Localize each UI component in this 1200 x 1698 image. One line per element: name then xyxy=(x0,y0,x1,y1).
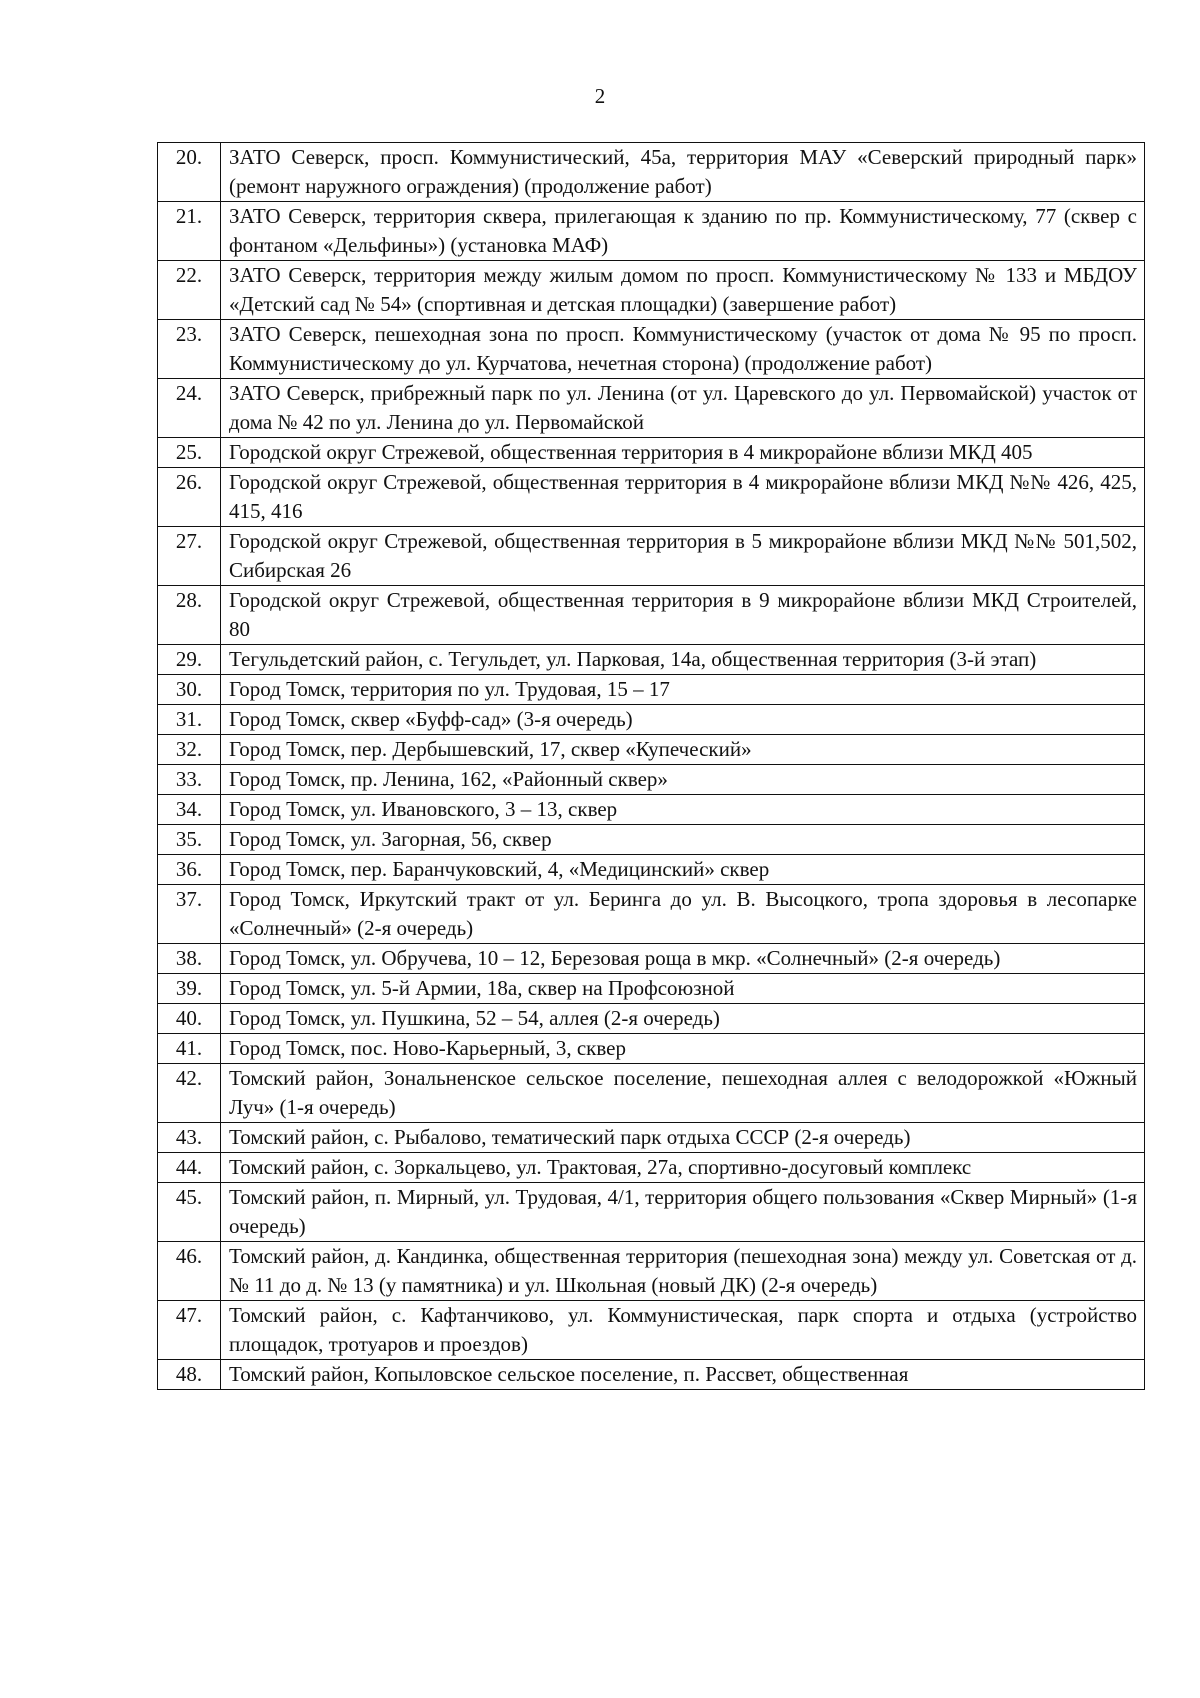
table-row xyxy=(158,735,1145,765)
row-description: Томский район, п. Мирный, ул. Трудовая, 4/1, территория общего пользования «Сквер Мирный» (1-я очередь) xyxy=(221,1183,1145,1242)
table-row xyxy=(158,438,1145,468)
row-number: 38. xyxy=(158,944,221,974)
row-number: 24. xyxy=(158,379,221,438)
table-row xyxy=(158,1034,1145,1064)
table-row xyxy=(158,527,1145,586)
row-description: Городской округ Стрежевой, общественная территория в 4 микрорайоне вблизи МКД №№ 426, 425, 415, 416 xyxy=(221,468,1145,527)
row-number: 34. xyxy=(158,795,221,825)
row-description: Томский район, с. Кафтанчиково, ул. Коммунистическая, парк спорта и отдыха (устройство площадок, тротуаров и проездов) xyxy=(221,1301,1145,1360)
row-number: 47. xyxy=(158,1301,221,1360)
table-row xyxy=(158,705,1145,735)
table-row xyxy=(158,885,1145,944)
row-description: Город Томск, ул. Загорная, 56, сквер xyxy=(221,825,1145,855)
row-description: Томский район, с. Зоркальцево, ул. Трактовая, 27а, спортивно-досуговый комплекс xyxy=(221,1153,1145,1183)
table-row xyxy=(158,974,1145,1004)
row-description: Город Томск, пер. Дербышевский, 17, сквер «Купеческий» xyxy=(221,735,1145,765)
row-number: 33. xyxy=(158,765,221,795)
row-number: 40. xyxy=(158,1004,221,1034)
row-description: Городской округ Стрежевой, общественная территория в 9 микрорайоне вблизи МКД Строителей, 80 xyxy=(221,586,1145,645)
row-number: 27. xyxy=(158,527,221,586)
table-row xyxy=(158,202,1145,261)
row-number: 22. xyxy=(158,261,221,320)
row-number: 42. xyxy=(158,1064,221,1123)
table-row xyxy=(158,1183,1145,1242)
row-description: Городской округ Стрежевой, общественная территория в 5 микрорайоне вблизи МКД №№ 501,502, Сибирская 26 xyxy=(221,527,1145,586)
row-description: Город Томск, территория по ул. Трудовая, 15 – 17 xyxy=(221,675,1145,705)
row-description: ЗАТО Северск, прибрежный парк по ул. Ленина (от ул. Царевского до ул. Первомайской) участок от дома № 42 по ул. Ленина до ул. Первомайской xyxy=(221,379,1145,438)
row-number: 39. xyxy=(158,974,221,1004)
row-description: Город Томск, пос. Ново-Карьерный, 3, сквер xyxy=(221,1034,1145,1064)
row-number: 43. xyxy=(158,1123,221,1153)
row-description: Город Томск, сквер «Буфф-сад» (3-я очередь) xyxy=(221,705,1145,735)
territory-list-table xyxy=(157,142,1145,1390)
row-number: 37. xyxy=(158,885,221,944)
row-number: 21. xyxy=(158,202,221,261)
row-number: 48. xyxy=(158,1360,221,1390)
row-number: 45. xyxy=(158,1183,221,1242)
row-description: Город Томск, ул. Обручева, 10 – 12, Березовая роща в мкр. «Солнечный» (2-я очередь) xyxy=(221,944,1145,974)
row-number: 23. xyxy=(158,320,221,379)
row-number: 44. xyxy=(158,1153,221,1183)
table-row xyxy=(158,825,1145,855)
row-description: Город Томск, ул. 5-й Армии, 18а, сквер на Профсоюзной xyxy=(221,974,1145,1004)
row-number: 20. xyxy=(158,143,221,202)
table-row xyxy=(158,795,1145,825)
table-row xyxy=(158,765,1145,795)
table-row xyxy=(158,586,1145,645)
row-description: ЗАТО Северск, пешеходная зона по просп. Коммунистическому (участок от дома № 95 по просп. Коммунистическому до ул. Курчатова, нечетная сторона) (продолжение работ) xyxy=(221,320,1145,379)
row-description: Тегульдетский район, с. Тегульдет, ул. Парковая, 14а, общественная территория (3-й этап) xyxy=(221,645,1145,675)
row-number: 29. xyxy=(158,645,221,675)
row-number: 30. xyxy=(158,675,221,705)
table-row xyxy=(158,1064,1145,1123)
table-row xyxy=(158,379,1145,438)
row-number: 26. xyxy=(158,468,221,527)
table-row xyxy=(158,261,1145,320)
table-row xyxy=(158,855,1145,885)
table-row xyxy=(158,1360,1145,1390)
row-description: Город Томск, Иркутский тракт от ул. Беринга до ул. В. Высоцкого, тропа здоровья в лесопарке «Солнечный» (2-я очередь) xyxy=(221,885,1145,944)
row-number: 32. xyxy=(158,735,221,765)
row-number: 36. xyxy=(158,855,221,885)
row-description: Город Томск, пер. Баранчуковский, 4, «Медицинский» сквер xyxy=(221,855,1145,885)
row-description: Город Томск, ул. Пушкина, 52 – 54, аллея (2-я очередь) xyxy=(221,1004,1145,1034)
row-number: 35. xyxy=(158,825,221,855)
row-description: Городской округ Стрежевой, общественная территория в 4 микрорайоне вблизи МКД 405 xyxy=(221,438,1145,468)
table-row xyxy=(158,1301,1145,1360)
row-description: Город Томск, ул. Ивановского, 3 – 13, сквер xyxy=(221,795,1145,825)
row-number: 41. xyxy=(158,1034,221,1064)
table-row xyxy=(158,143,1145,202)
table-row xyxy=(158,645,1145,675)
table-row xyxy=(158,1153,1145,1183)
row-description: Томский район, Копыловское сельское поселение, п. Рассвет, общественная xyxy=(221,1360,1145,1390)
table-row xyxy=(158,1123,1145,1153)
row-description: ЗАТО Северск, территория между жилым домом по просп. Коммунистическому № 133 и МБДОУ «Детский сад № 54» (спортивная и детская площадки) (завершение работ) xyxy=(221,261,1145,320)
row-number: 25. xyxy=(158,438,221,468)
row-number: 46. xyxy=(158,1242,221,1301)
table-row xyxy=(158,468,1145,527)
table-row xyxy=(158,1004,1145,1034)
row-number: 28. xyxy=(158,586,221,645)
row-number: 31. xyxy=(158,705,221,735)
table-row xyxy=(158,675,1145,705)
row-description: Томский район, с. Рыбалово, тематический парк отдыха СССР (2-я очередь) xyxy=(221,1123,1145,1153)
row-description: Томский район, д. Кандинка, общественная территория (пешеходная зона) между ул. Советская от д. № 11 до д. № 13 (у памятника) и ул. Школьная (новый ДК) (2-я очередь) xyxy=(221,1242,1145,1301)
table-row xyxy=(158,320,1145,379)
page-number: 2 xyxy=(594,84,606,108)
row-description: ЗАТО Северск, территория сквера, прилегающая к зданию по пр. Коммунистическому, 77 (сквер с фонтаном «Дельфины») (установка МАФ) xyxy=(221,202,1145,261)
table-row xyxy=(158,1242,1145,1301)
row-description: Город Томск, пр. Ленина, 162, «Районный сквер» xyxy=(221,765,1145,795)
row-description: ЗАТО Северск, просп. Коммунистический, 45а, территория МАУ «Северский природный парк» (ремонт наружного ограждения) (продолжение работ) xyxy=(221,143,1145,202)
table-row xyxy=(158,944,1145,974)
row-description: Томский район, Зональненское сельское поселение, пешеходная аллея с велодорожкой «Южный Луч» (1-я очередь) xyxy=(221,1064,1145,1123)
